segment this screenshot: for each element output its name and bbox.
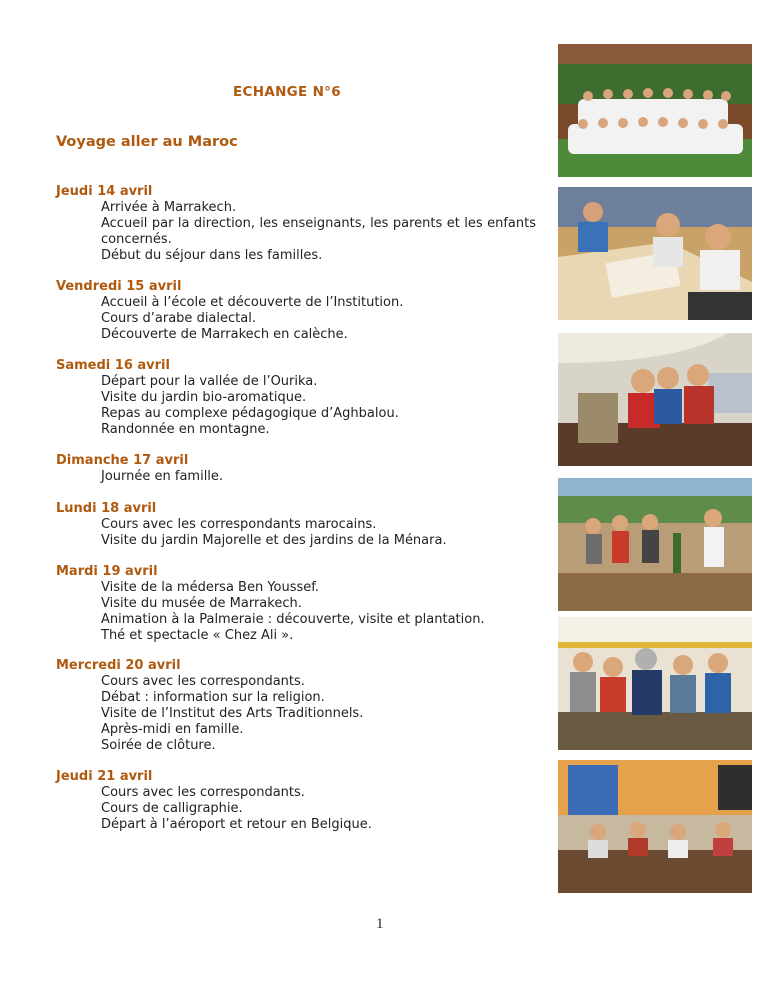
day-line: Visite de l’Institut des Arts Traditionnels. [101, 706, 364, 721]
day-line: Après-midi en famille. [101, 722, 244, 737]
day-line: Départ à l’aéroport et retour en Belgique. [101, 817, 372, 832]
day-line: Thé et spectacle « Chez Ali ». [101, 628, 294, 643]
day-line: Cours avec les correspondants. [101, 785, 305, 800]
day-date: Jeudi 21 avril [56, 769, 153, 784]
day-line: Visite du musée de Marrakech. [101, 596, 302, 611]
day-line: Journée en famille. [101, 469, 224, 484]
classroom-photo [558, 760, 752, 893]
day-entry [56, 501, 536, 549]
day-entry [56, 453, 536, 485]
day-entry [56, 769, 536, 833]
page-title: ECHANGE N°6 [233, 84, 341, 100]
day-line: Cours avec les correspondants. [101, 674, 305, 689]
day-date: Dimanche 17 avril [56, 453, 189, 468]
day-line: Visite de la médersa Ben Youssef. [101, 580, 320, 595]
group-photo [558, 44, 752, 177]
day-date: Lundi 18 avril [56, 501, 157, 516]
page-number: 1 [376, 916, 384, 932]
day-line: Visite du jardin bio-aromatique. [101, 390, 307, 405]
day-line: Cours avec les correspondants marocains. [101, 517, 377, 532]
day-date: Vendredi 15 avril [56, 279, 182, 294]
day-entry [56, 358, 536, 438]
section-title: Voyage aller au Maroc [56, 134, 238, 150]
day-date: Samedi 16 avril [56, 358, 170, 373]
day-line: Animation à la Palmeraie : découverte, visite et plantation. [101, 612, 485, 627]
day-line: Débat : information sur la religion. [101, 690, 325, 705]
day-entry [56, 658, 536, 754]
day-line: Arrivée à Marrakech. [101, 200, 237, 215]
day-date: Mercredi 20 avril [56, 658, 181, 673]
day-line: Accueil par la direction, les enseignants, les parents et les enfants concernés. [101, 216, 536, 247]
classroom-craft-photo [558, 187, 752, 320]
day-line: Découverte de Marrakech en calèche. [101, 327, 348, 342]
day-line: Randonnée en montagne. [101, 422, 270, 437]
day-entry [56, 279, 536, 343]
day-line: Repas au complexe pédagogique d’Aghbalou. [101, 406, 399, 421]
day-date: Mardi 19 avril [56, 564, 158, 579]
day-entry [56, 184, 536, 264]
day-line: Cours d’arabe dialectal. [101, 311, 256, 326]
day-date: Jeudi 14 avril [56, 184, 153, 199]
day-line: Cours de calligraphie. [101, 801, 243, 816]
day-line: Début du séjour dans les familles. [101, 248, 323, 263]
caleche-photo [558, 333, 752, 466]
visit-photo [558, 617, 752, 750]
day-line: Accueil à l’école et découverte de l’Institution. [101, 295, 404, 310]
day-entry [56, 564, 536, 644]
day-line: Visite du jardin Majorelle et des jardins de la Ménara. [101, 533, 447, 548]
day-line: Départ pour la vallée de l’Ourika. [101, 374, 318, 389]
planting-photo [558, 478, 752, 611]
day-line: Soirée de clôture. [101, 738, 216, 753]
